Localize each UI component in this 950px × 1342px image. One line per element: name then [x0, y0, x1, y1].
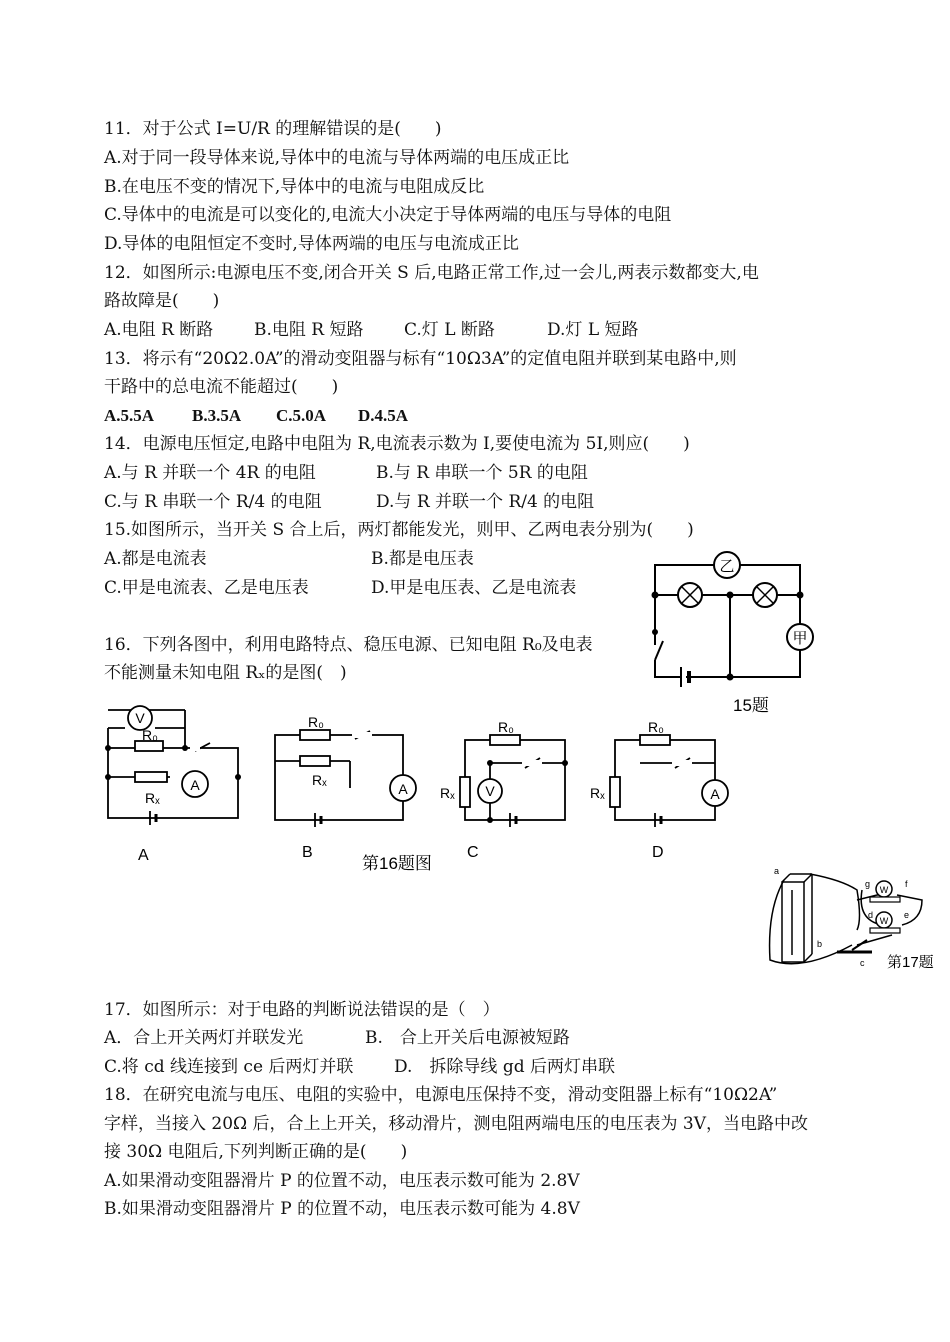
q16-circuit-a: [105, 706, 241, 864]
svg-text:B: B: [302, 844, 313, 861]
q12-options: [104, 319, 639, 341]
q15-stem: 15.如图所示，当开关 S 合上后，两灯都能发光，则甲、乙两电表分别为( ): [104, 520, 694, 540]
svg-text:R₀: R₀: [308, 714, 324, 730]
q16-a-rx: [135, 772, 167, 782]
q17-option-a: A．合上开关两灯并联发光: [104, 1028, 304, 1048]
q15-circuit-figure: [645, 545, 820, 720]
svg-text:A: A: [398, 781, 408, 797]
q17-circuit-figure: [762, 860, 942, 975]
q18-option-b: B.如果滑动变阻器滑片 P 的位置不动，电压表示数可能为 4.8V: [104, 1199, 580, 1219]
q11-stem: 11．对于公式 I=U/R 的理解错误的是( ): [104, 119, 442, 139]
svg-text:C: C: [467, 844, 479, 861]
q14-stem: 14．电源电压恒定,电路中电阻为 R,电流表示数为 I,要使电流为 5I,则应( ): [104, 434, 690, 454]
q13-option-d: D.4.5A: [358, 406, 409, 425]
q17-option-b: B. 合上开关后电源被短路: [365, 1028, 570, 1048]
q13-stem-line1: 13．将示有“20Ω2.0A”的滑动变阻器与标有“10Ω3A”的定值电阻并联到某电路中,则: [104, 349, 737, 369]
q15-meter-top: [714, 552, 740, 578]
svg-text:V: V: [135, 710, 145, 726]
q12-stem-line2: 路故障是( ): [104, 291, 220, 311]
q18-option-a: A.如果滑动变阻器滑片 P 的位置不动，电压表示数可能为 2.8V: [104, 1171, 580, 1191]
svg-text:R₀: R₀: [498, 719, 514, 735]
q17-stem: 17．如图所示：对于电路的判断说法错误的是（ ）: [104, 1000, 500, 1020]
svg-text:D: D: [652, 844, 664, 861]
q17-options-row1: [104, 1027, 570, 1049]
q16-circuits-figure: [100, 695, 740, 885]
q18-stem-line1: 18．在研究电流与电压、电阻的实验中，电源电压保持不变，滑动变阻器上标有“10Ω2A”: [104, 1085, 778, 1105]
q16-stem-line1: 16．下列各图中，利用电路特点、稳压电源、已知电阻 R₀及电表: [104, 635, 593, 655]
svg-text:g: g: [865, 879, 871, 889]
svg-text:A: A: [710, 786, 720, 802]
q17-options-row2: [104, 1056, 615, 1078]
q15-option-d: D.甲是电压表、乙是电流表: [371, 578, 577, 598]
q16-circuit-b: [300, 714, 416, 861]
q11-option-c: C.导体中的电流是可以变化的,电流大小决定于导体两端的电压与导体的电阻: [104, 205, 672, 225]
svg-text:Rₓ: Rₓ: [145, 790, 160, 806]
q15-option-b: B.都是电压表: [371, 549, 474, 569]
q12-option-d: D.灯 L 短路: [547, 320, 639, 340]
q12-option-a: A.电阻 R 断路: [104, 320, 214, 340]
q16-stem-line2: 不能测量未知电阻 Rₓ的是图( ): [104, 663, 347, 683]
q15-option-c: C.甲是电流表、乙是电压表: [104, 578, 309, 598]
q13-stem-line2: 干路中的总电流不能超过( ): [104, 377, 339, 397]
svg-text:f: f: [905, 879, 908, 889]
q13-option-c: C.5.0A: [276, 406, 327, 425]
svg-text:V: V: [485, 783, 495, 799]
q11-option-d: D.导体的电阻恒定不变时,导体两端的电压与电流成正比: [104, 234, 519, 254]
svg-text:d: d: [868, 910, 874, 920]
q12-option-b: B.电阻 R 短路: [254, 320, 364, 340]
q16-figure-caption: 第16题图: [362, 854, 432, 873]
q17-option-d: D. 拆除导线 gd 后两灯串联: [394, 1057, 615, 1077]
q12-stem-line1: 12．如图所示:电源电压不变,闭合开关 S 后,电路正常工作,过一会儿,两表示数都变大,电: [104, 263, 759, 283]
svg-text:e: e: [904, 910, 910, 920]
q14-options-row1: [104, 462, 588, 484]
q14-option-d: D.与 R 并联一个 R/4 的电阻: [376, 492, 595, 512]
q14-option-a: A.与 R 并联一个 4R 的电阻: [104, 463, 316, 483]
q15-lamp-right: [753, 583, 777, 607]
svg-text:Rₓ: Rₓ: [312, 772, 327, 788]
q13-option-b: B.3.5A: [192, 406, 242, 425]
svg-text:b: b: [817, 939, 823, 949]
q13-options: [104, 405, 408, 427]
q11-option-a: A.对于同一段导体来说,导体中的电流与导体两端的电压成正比: [104, 148, 570, 168]
q15-options-row2: [104, 577, 576, 599]
svg-text:W: W: [879, 885, 889, 895]
q15-lamp-left: [678, 583, 702, 607]
q12-option-c: C.灯 L 断路: [404, 320, 495, 340]
q18-stem-line3: 接 30Ω 电阻后,下列判断正确的是( ): [104, 1142, 408, 1162]
q13-option-a: A.5.5A: [104, 406, 155, 425]
q15-figure-caption: 15题: [733, 696, 769, 715]
svg-text:W: W: [879, 916, 889, 926]
svg-text:a: a: [774, 866, 780, 876]
svg-text:A: A: [190, 777, 200, 793]
svg-text:A: A: [138, 847, 149, 864]
q15-option-a: A.都是电流表: [104, 549, 207, 569]
svg-text:Rₓ: Rₓ: [440, 785, 455, 801]
q17-figure-caption: 第17题: [887, 954, 934, 971]
q14-option-c: C.与 R 串联一个 R/4 的电阻: [104, 492, 322, 512]
svg-text:Rₓ: Rₓ: [590, 785, 605, 801]
q15-switch-contact: [652, 629, 658, 635]
svg-text:R₀: R₀: [142, 727, 158, 743]
q15-meter-right: [787, 624, 813, 650]
svg-text:c: c: [860, 958, 865, 968]
q16-a-ammeter: [182, 771, 208, 797]
q15-options-row1: [104, 548, 474, 570]
svg-text:乙: 乙: [719, 558, 735, 575]
q14-options-row2: [104, 491, 594, 513]
q17-option-c: C.将 cd 线连接到 ce 后两灯并联: [104, 1057, 354, 1077]
q11-option-b: B.在电压不变的情况下,导体中的电流与电阻成反比: [104, 177, 485, 197]
svg-text:R₀: R₀: [648, 719, 664, 735]
svg-text:甲: 甲: [792, 630, 808, 647]
q18-stem-line2: 字样，当接入 20Ω 后，合上上开关，移动滑片，测电阻两端电压的电压表为 3V，当电路中改: [104, 1114, 809, 1134]
q14-option-b: B.与 R 串联一个 5R 的电阻: [376, 463, 588, 483]
